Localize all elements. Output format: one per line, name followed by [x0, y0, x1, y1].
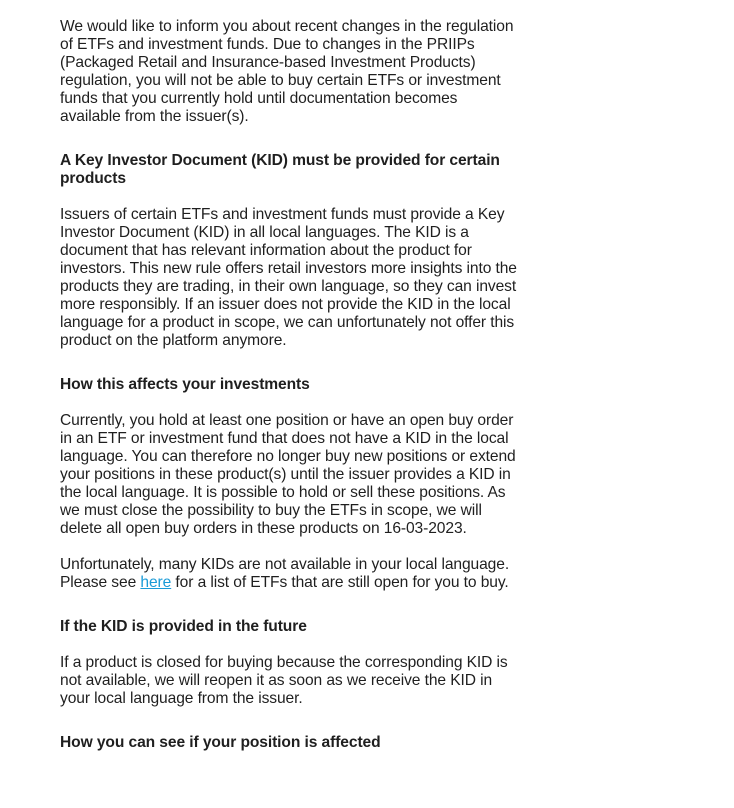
spacer — [60, 394, 520, 412]
position-affected-heading: How you can see if your position is affected — [60, 734, 381, 751]
spacer — [60, 350, 520, 376]
etf-list-link[interactable]: here — [140, 574, 172, 591]
spacer — [60, 592, 520, 618]
kid-heading: A Key Investor Document (KID) must be provided for certain products — [60, 152, 500, 187]
kid-paragraph: Issuers of certain ETFs and investment funds must provide a Key Investor Document (KID) in all local languages. The KID is a document that has relevant information about the product for investors. This new rule offers retail investors more insights into the products they are trading, in their own language, so they can invest more responsibly. If an issuer does not provide the KID in the local language for a product in scope, we can unfortunately not offer this product on the platform anymore. — [60, 206, 517, 349]
investments-heading: How this affects your investments — [60, 376, 310, 393]
future-kid-heading: If the KID is provided in the future — [60, 618, 307, 635]
spacer — [60, 126, 520, 152]
future-kid-paragraph: If a product is closed for buying because the corresponding KID is not available, we will reopen it as soon as we receive the KID in your local language from the issuer. — [60, 654, 508, 707]
spacer — [60, 188, 520, 206]
email-body — [60, 18, 520, 752]
paragraph-text-before: Unfortunately, many KIDs are not available in your local language. Please see — [60, 556, 510, 591]
spacer — [60, 708, 520, 734]
spacer — [60, 538, 520, 556]
intro-paragraph: We would like to inform you about recent changes in the regulation of ETFs and investment funds. Due to changes in the PRIIPs (Packaged Retail and Insurance-based Investment Products) regulation, you will not be able to buy certain ETFs or investment funds that you currently hold until documentation becomes available from the issuer(s). — [60, 18, 514, 125]
spacer — [60, 636, 520, 654]
kid-availability-paragraph — [60, 556, 520, 592]
paragraph-text-after: for a list of ETFs that are still open for you to buy. — [171, 574, 509, 591]
investments-paragraph: Currently, you hold at least one position or have an open buy order in an ETF or investment fund that does not have a KID in the local language. You can therefore no longer buy new positions or extend your positions in these product(s) until the issuer provides a KID in the local language. It is possible to hold or sell these positions. As we must close the possibility to buy the ETFs in scope, we will delete all open buy orders in these products on 16-03-2023. — [60, 412, 516, 537]
